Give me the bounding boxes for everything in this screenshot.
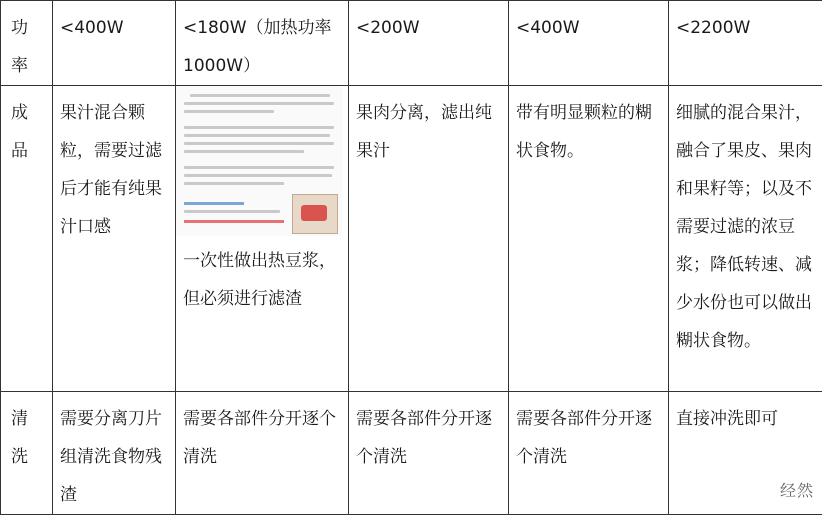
table-cell: 直接冲洗即可 (669, 392, 822, 515)
table-cell: 带有明显颗粒的糊状食物。 (509, 86, 669, 392)
table-cell: 果汁混合颗粒，需要过滤后才能有纯果汁口感 (53, 86, 176, 392)
row-header-char: 品 (11, 132, 48, 170)
table-cell: <400W (509, 1, 669, 86)
product-article-screenshot (176, 86, 342, 236)
row-header-power (1, 1, 53, 86)
table-cell: 需要各部件分开逐个清洗 (349, 392, 509, 515)
row-header-char: 功 (11, 9, 48, 47)
row-header-product (1, 86, 53, 392)
table-cell-with-image (176, 86, 349, 392)
watermark: 经然 (780, 478, 814, 501)
row-header-char: 成 (11, 94, 48, 132)
table-cell: 需要分离刀片组清洗食物残渣 (53, 392, 176, 515)
table-row-product (1, 86, 822, 392)
table-row-power (1, 1, 822, 86)
table-cell: 果肉分离，滤出纯果汁 (349, 86, 509, 392)
table-cell: 细腻的混合果汁，融合了果皮、果肉和果籽等；以及不需要过滤的浓豆浆；降低转速、减少水份也可以做出糊状食物。 (669, 86, 822, 392)
table-row-cleaning (1, 392, 822, 515)
table-cell: <2200W (669, 1, 822, 86)
row-header-cleaning (1, 392, 53, 515)
table-cell: 需要各部件分开逐个清洗 (509, 392, 669, 515)
table-cell: <400W (53, 1, 176, 86)
table-cell: <180W（加热功率1000W） (176, 1, 349, 86)
table-cell: <200W (349, 1, 509, 86)
row-header-char: 清 (11, 400, 48, 438)
table-cell: 需要各部件分开逐个清洗 (176, 392, 349, 515)
table-cell-text: 一次性做出热豆浆，但必须进行滤渣 (183, 251, 336, 309)
row-header-char: 洗 (11, 438, 48, 476)
row-header-char: 率 (11, 47, 48, 85)
